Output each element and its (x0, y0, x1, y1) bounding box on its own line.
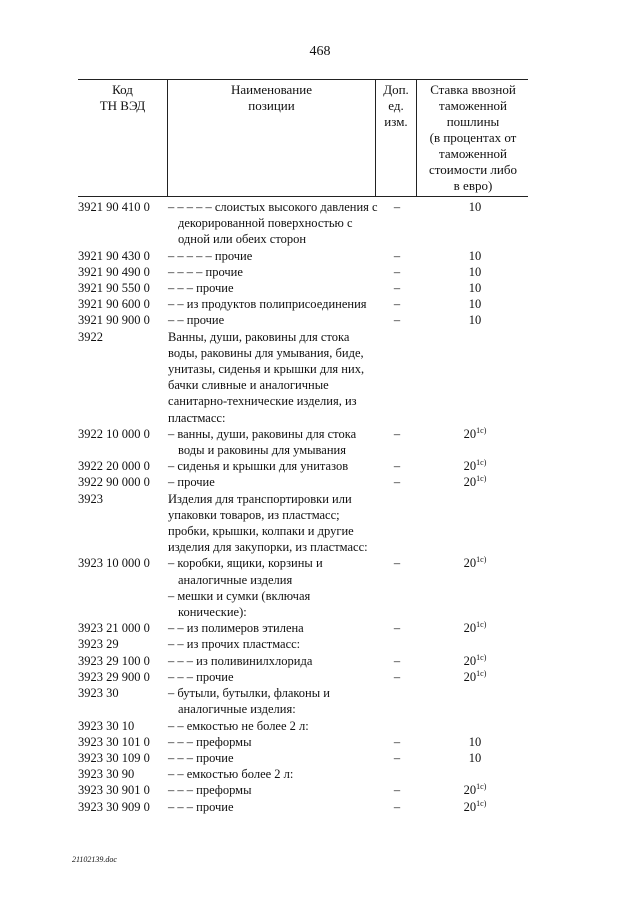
header-bottom-rule (78, 196, 528, 197)
duty-rate (430, 555, 520, 571)
position-name: – ванны, души, раковины для стока воды и раковины для умывания (168, 426, 357, 458)
duty-rate (430, 750, 520, 766)
header-rate: Ставка ввозной таможенной пошлины (в процентах от таможенной стоимости либо в евро) (428, 82, 517, 193)
duty-rate-value: 20 (463, 556, 477, 571)
table-row (0, 491, 640, 556)
page-number: 468 (309, 44, 331, 59)
footnote-mark: 1c) (476, 668, 487, 678)
table-row (0, 264, 640, 280)
position-name: – – – прочие (168, 281, 234, 296)
hs-code: 3923 30 909 0 (78, 799, 150, 814)
duty-rate (430, 734, 520, 750)
hs-code: 3921 90 430 0 (78, 248, 150, 263)
hs-code: 3921 90 490 0 (78, 264, 150, 279)
duty-rate-value: 20 (463, 653, 477, 668)
position-name: – – – преформы (168, 734, 252, 749)
hs-code: 3923 (78, 491, 103, 506)
extra-unit: – (393, 556, 401, 571)
hs-code: 3923 29 100 0 (78, 653, 150, 668)
position-name: – – – – – слоистых высокого давления с декорированной поверхностью с одной или обеих сторон (168, 200, 378, 247)
duty-rate-value: 10 (468, 281, 482, 296)
hs-code: 3922 90 000 0 (78, 475, 150, 490)
duty-rate-value: 20 (463, 621, 477, 636)
position-name: – – – – прочие (168, 264, 243, 279)
duty-rate (430, 312, 520, 328)
table-row (0, 248, 640, 264)
position-name: – – – из поливинилхлорида (168, 653, 313, 668)
duty-rate (430, 474, 520, 490)
table-row (0, 766, 640, 782)
duty-rate-value: 20 (463, 475, 477, 490)
table-row (0, 653, 640, 669)
extra-unit: – (393, 313, 401, 328)
position-name: – мешки и сумки (включая конические): (168, 588, 311, 620)
table-row (0, 199, 640, 248)
extra-unit: – (393, 426, 401, 441)
duty-rate (430, 782, 520, 798)
extra-unit: – (393, 264, 401, 279)
duty-rate-value: 20 (463, 669, 477, 684)
table-row (0, 636, 640, 652)
duty-rate (430, 799, 520, 815)
position-name: – – – прочие (168, 799, 234, 814)
table-row (0, 782, 640, 798)
table-row (0, 296, 640, 312)
duty-rate (430, 653, 520, 669)
hs-code: 3923 30 90 (78, 767, 135, 782)
position-name: – – из продуктов полиприсоединения (168, 297, 367, 312)
duty-rate (430, 620, 520, 636)
table-row (0, 329, 640, 426)
footnote-mark: 1c) (476, 474, 487, 484)
position-name: – сиденья и крышки для унитазов (168, 459, 349, 474)
table-row (0, 734, 640, 750)
table-row (0, 718, 640, 734)
duty-rate-value: 10 (468, 297, 482, 312)
duty-rate (430, 199, 520, 215)
table-row (0, 669, 640, 685)
footnote-mark: 1c) (476, 782, 487, 792)
position-name: – – – – – прочие (168, 248, 253, 263)
hs-code: 3921 90 900 0 (78, 313, 150, 328)
header-unit: Доп. ед. изм. (383, 82, 409, 129)
table-row (0, 555, 640, 587)
position-name: Ванны, души, раковины для стока воды, раковины для умывания, биде, унитазы, сиденья и крышки для них, бачки сливные и аналогичные санитарно-технические изделия, из пластмасс: (168, 329, 365, 425)
duty-rate (430, 248, 520, 264)
hs-code: 3923 21 000 0 (78, 621, 150, 636)
extra-unit: – (393, 669, 401, 684)
duty-rate-value: 10 (468, 264, 482, 279)
position-name: – прочие (168, 475, 215, 490)
hs-code: 3923 30 109 0 (78, 750, 150, 765)
table-row (0, 588, 640, 620)
table-row (0, 750, 640, 766)
table-row (0, 474, 640, 490)
tariff-table-body (0, 199, 640, 815)
header-name: Наименование позиции (231, 82, 312, 113)
extra-unit: – (393, 459, 401, 474)
extra-unit: – (393, 297, 401, 312)
extra-unit: – (393, 248, 401, 263)
table-row (0, 799, 640, 815)
position-name: – бутыли, бутылки, флаконы и аналогичные изделия: (168, 686, 330, 717)
footnote-mark: 1c) (476, 425, 487, 435)
extra-unit: – (393, 621, 401, 636)
hs-code: 3923 30 10 (78, 718, 135, 733)
footnote-mark: 1c) (476, 458, 487, 468)
duty-rate-value: 10 (468, 313, 482, 328)
table-row (0, 685, 640, 717)
extra-unit: – (393, 200, 401, 214)
hs-code: 3921 90 410 0 (78, 200, 150, 214)
hs-code: 3923 29 900 0 (78, 669, 150, 684)
duty-rate (430, 458, 520, 474)
table-row (0, 620, 640, 636)
footnote-mark: 1c) (476, 555, 487, 565)
duty-rate (430, 669, 520, 685)
table-row (0, 458, 640, 474)
footnote-mark: 1c) (476, 798, 487, 808)
duty-rate (430, 264, 520, 280)
duty-rate-value: 10 (468, 734, 482, 749)
extra-unit: – (393, 734, 401, 749)
duty-rate (430, 296, 520, 312)
hs-code: 3923 30 101 0 (78, 734, 150, 749)
hs-code: 3921 90 600 0 (78, 297, 150, 312)
duty-rate (430, 426, 520, 442)
position-name: – – из полимеров этилена (168, 621, 304, 636)
extra-unit: – (393, 750, 401, 765)
duty-rate-value: 10 (468, 200, 482, 214)
table-row (0, 280, 640, 296)
duty-rate (430, 280, 520, 296)
document-id: 21102139.doc (72, 855, 117, 864)
hs-code: 3922 10 000 0 (78, 426, 150, 441)
duty-rate-value: 20 (463, 799, 477, 814)
hs-code: 3922 (78, 329, 103, 344)
hs-code: 3923 30 (78, 686, 119, 701)
extra-unit: – (393, 783, 401, 798)
duty-rate-value: 20 (463, 459, 477, 474)
hs-code: 3923 10 000 0 (78, 556, 150, 571)
position-name: – – из прочих пластмасс: (168, 637, 301, 652)
position-name: – – прочие (168, 313, 225, 328)
position-name: – – емкостью не более 2 л: (168, 718, 309, 733)
duty-rate-value: 10 (468, 750, 482, 765)
position-name: – – – прочие (168, 669, 234, 684)
hs-code: 3923 30 901 0 (78, 783, 150, 798)
extra-unit: – (393, 799, 401, 814)
hs-code: 3923 29 (78, 637, 119, 652)
position-name: – коробки, ящики, корзины и аналогичные изделия (168, 556, 323, 587)
extra-unit: – (393, 281, 401, 296)
position-name: Изделия для транспортировки или упаковки товаров, из пластмасс; пробки, крышки, колпаки и другие изделия для закупорки, из пластмасс: (168, 491, 368, 555)
duty-rate-value: 20 (463, 426, 477, 441)
extra-unit: – (393, 475, 401, 490)
table-row (0, 426, 640, 458)
position-name: – – – прочие (168, 750, 234, 765)
duty-rate-value: 10 (468, 248, 482, 263)
hs-code: 3921 90 550 0 (78, 281, 150, 296)
position-name: – – емкостью более 2 л: (168, 767, 294, 782)
duty-rate-value: 20 (463, 783, 477, 798)
table-top-rule (78, 79, 528, 80)
footnote-mark: 1c) (476, 620, 487, 630)
footnote-mark: 1c) (476, 652, 487, 662)
extra-unit: – (393, 653, 401, 668)
hs-code: 3922 20 000 0 (78, 459, 150, 474)
table-row (0, 312, 640, 328)
header-code: Код ТН ВЭД (99, 82, 146, 113)
position-name: – – – преформы (168, 783, 252, 798)
